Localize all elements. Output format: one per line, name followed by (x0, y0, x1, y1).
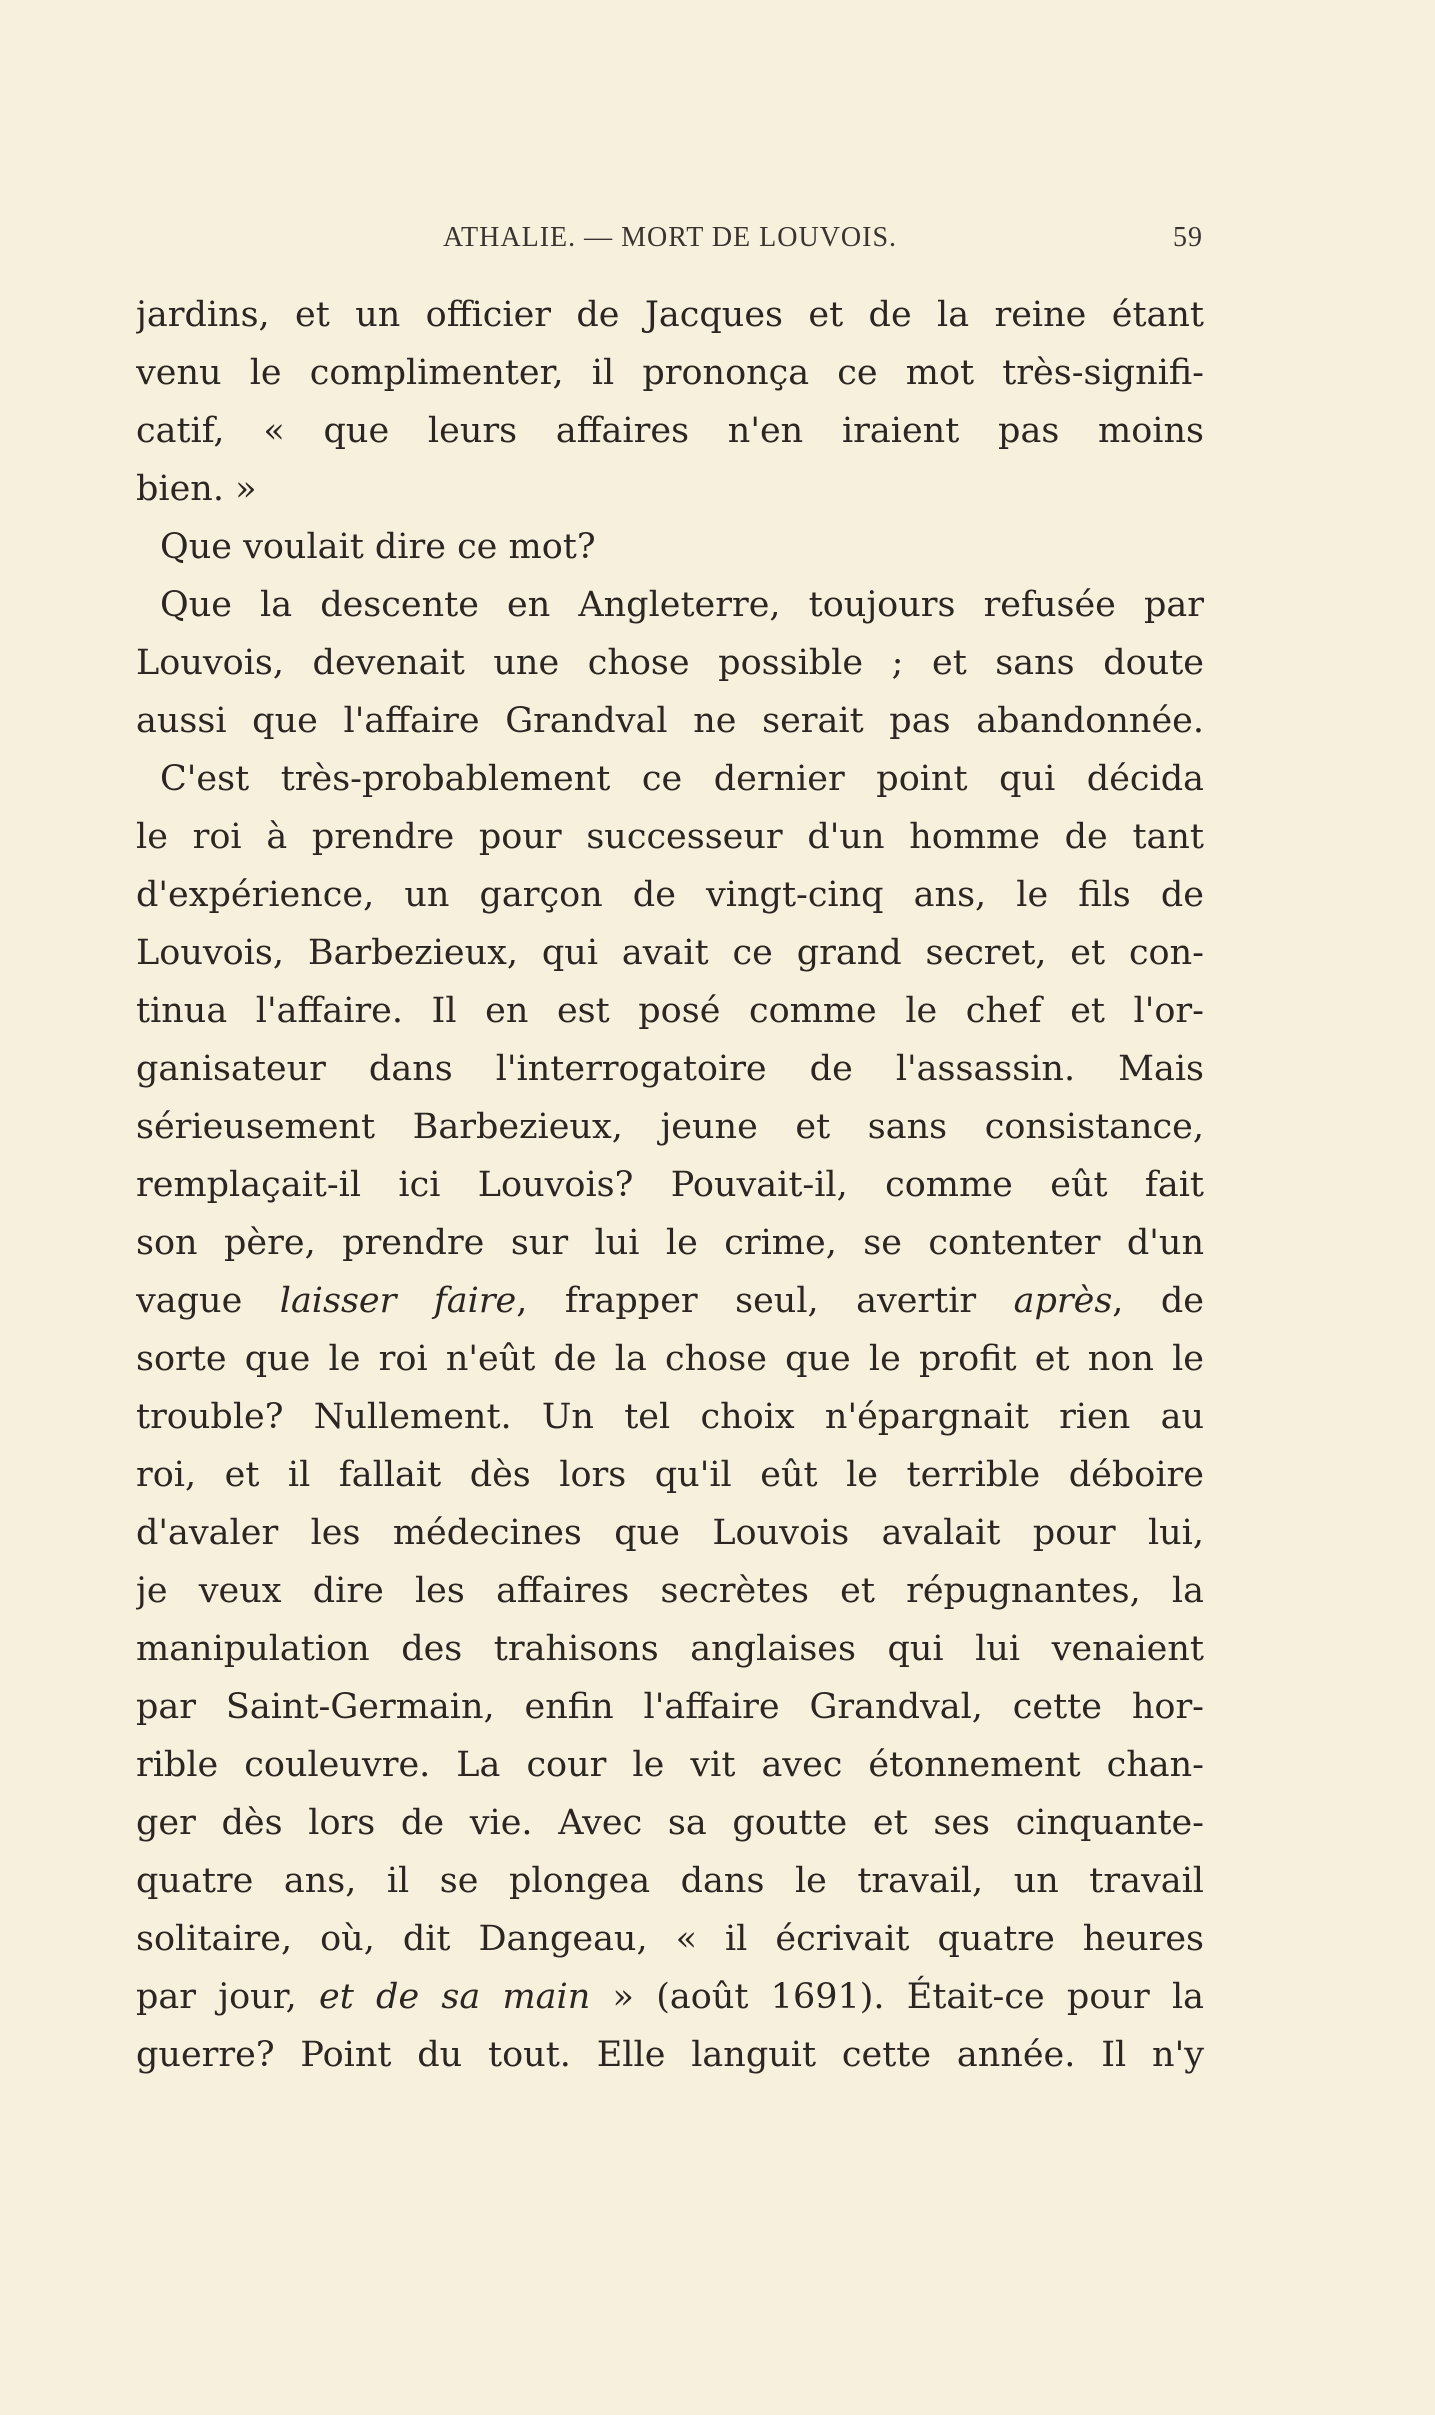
text-line: guerre? Point du tout. Elle languit cette année. Il n'y (136, 2035, 1204, 2075)
text-line: je veux dire les affaires secrètes et répugnantes, la (136, 1571, 1204, 1611)
italic-run: laisser faire (279, 1281, 517, 1321)
text-line: C'est très-probablement ce dernier point qui décida (160, 759, 1204, 799)
text-line: Louvois, Barbezieux, qui avait ce grand secret, et con- (136, 933, 1204, 973)
text-line: sérieusement Barbezieux, jeune et sans consistance, (136, 1107, 1204, 1147)
text-line: d'avaler les médecines que Louvois avalait pour lui, (136, 1513, 1204, 1553)
page-header (137, 222, 1203, 262)
text-line: le roi à prendre pour successeur d'un homme de tant (136, 817, 1204, 857)
text-line: Que voulait dire ce mot? (160, 527, 596, 567)
text-line: venu le complimenter, il prononça ce mot très-signifi- (136, 353, 1204, 393)
body-text (136, 286, 1204, 2084)
text-line: roi, et il fallait dès lors qu'il eût le terrible déboire (136, 1455, 1204, 1495)
text-run: , de (1112, 1281, 1204, 1321)
text-line: quatre ans, il se plongea dans le travail, un travail (136, 1861, 1204, 1901)
text-run: vague (136, 1281, 280, 1321)
page-number: 59 (1173, 222, 1203, 253)
text-line: ganisateur dans l'interrogatoire de l'assassin. Mais (136, 1049, 1204, 1089)
text-line: solitaire, où, dit Dangeau, « il écrivait quatre heures (136, 1919, 1204, 1959)
text-line: remplaçait-il ici Louvois? Pouvait-il, comme eût fait (136, 1165, 1204, 1205)
text-line: rible couleuvre. La cour le vit avec étonnement chan- (136, 1745, 1204, 1785)
text-line: par Saint-Germain, enfin l'affaire Grandval, cette hor- (136, 1687, 1204, 1727)
text-run: » (août 1691). Était-ce pour la (590, 1977, 1204, 2017)
text-line-with-italics (136, 1272, 1204, 1330)
text-line: manipulation des trahisons anglaises qui lui venaient (136, 1629, 1204, 1669)
running-title: ATHALIE. — MORT DE LOUVOIS. (442, 222, 898, 253)
text-line: d'expérience, un garçon de vingt-cinq ans, le fils de (136, 875, 1204, 915)
text-line: jardins, et un officier de Jacques et de la reine étant (136, 295, 1204, 335)
text-line: ger dès lors de vie. Avec sa goutte et ses cinquante- (136, 1803, 1204, 1843)
text-line: aussi que l'affaire Grandval ne serait pas abandonnée. (136, 701, 1204, 741)
text-run: par jour, (136, 1977, 319, 2017)
text-line: catif, « que leurs affaires n'en iraient pas moins (136, 411, 1204, 451)
text-line: bien. » (136, 469, 257, 509)
italic-run: après (1013, 1281, 1113, 1321)
text-line: trouble? Nullement. Un tel choix n'épargnait rien au (136, 1397, 1204, 1437)
text-line-with-italics (136, 1968, 1204, 2026)
text-line: sorte que le roi n'eût de la chose que le profit et non le (136, 1339, 1204, 1379)
text-line: Louvois, devenait une chose possible ; et sans doute (136, 643, 1204, 683)
text-run: , frapper seul, avertir (516, 1281, 1014, 1321)
italic-run: et de sa main (319, 1977, 591, 2017)
text-line: son père, prendre sur lui le crime, se contenter d'un (136, 1223, 1204, 1263)
text-line: tinua l'affaire. Il en est posé comme le chef et l'or- (136, 991, 1204, 1031)
text-line: Que la descente en Angleterre, toujours refusée par (160, 585, 1204, 625)
